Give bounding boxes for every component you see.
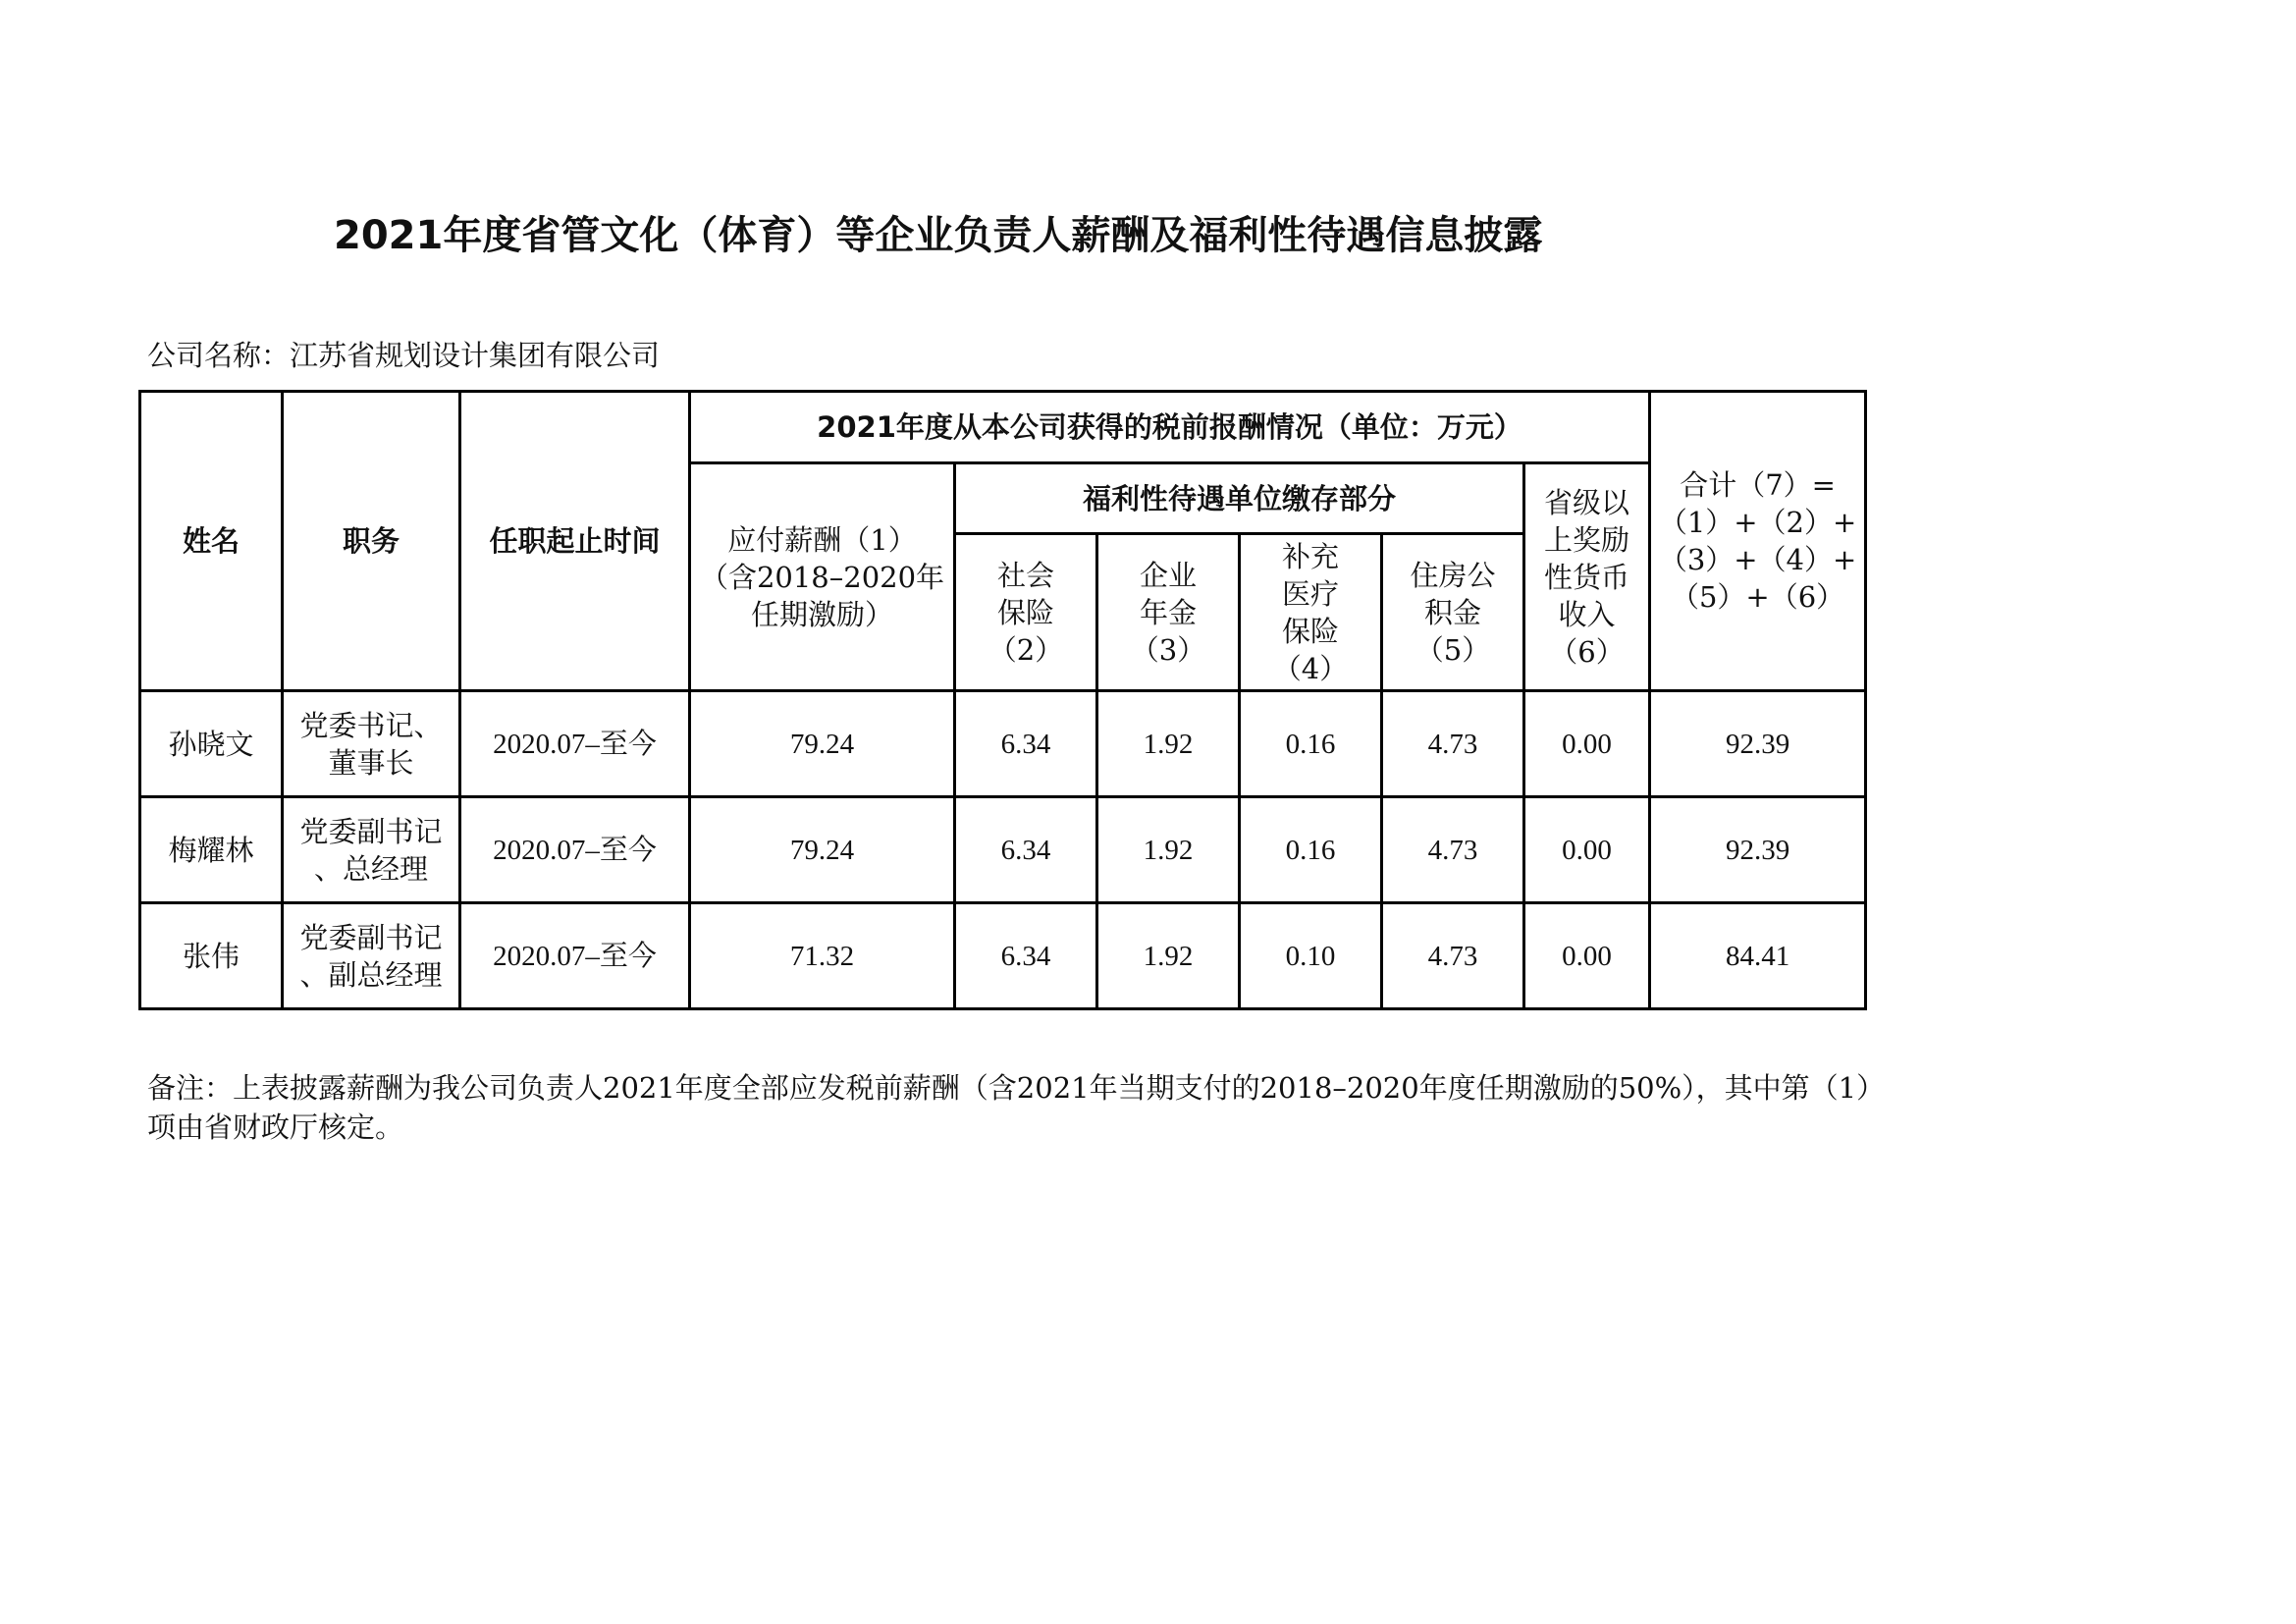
row-total: 92.39 [1650, 797, 1866, 903]
table-row [140, 797, 1866, 903]
header-social-insurance: 社会 保险 （2） [955, 534, 1097, 691]
page-title: 2021年度省管文化（体育）等企业负责人薪酬及福利性待遇信息披露 [334, 213, 1543, 258]
row-salary: 79.24 [690, 691, 955, 797]
header-name: 姓名 [140, 392, 283, 691]
footnote: 备注：上表披露薪酬为我公司负责人2021年度全部应发税前薪酬（含2021年当期支付的2018–2020年度任期激励的50%），其中第（1）项由省财政厅核定。 [147, 1071, 1871, 1144]
row-term: 2020.07–至今 [460, 903, 690, 1009]
header-salary: 应付薪酬（1） （含2018–2020年 任期激励） [690, 463, 955, 691]
row-term: 2020.07–至今 [460, 797, 690, 903]
row-annuity: 1.92 [1097, 797, 1240, 903]
row-housing-fund: 4.73 [1382, 691, 1524, 797]
row-total: 84.41 [1650, 903, 1866, 1009]
header-housing-fund: 住房公 积金 （5） [1382, 534, 1524, 691]
row-term: 2020.07–至今 [460, 691, 690, 797]
header-position: 职务 [283, 392, 460, 691]
row-provincial-award: 0.00 [1524, 797, 1650, 903]
header-welfare-group: 福利性待遇单位缴存部分 [955, 463, 1524, 534]
header-total: 合计（7）= （1）+（2）+ （3）+（4）+ （5）+（6） [1650, 392, 1866, 691]
row-supplementary-medical: 0.16 [1240, 691, 1382, 797]
row-total: 92.39 [1650, 691, 1866, 797]
row-annuity: 1.92 [1097, 691, 1240, 797]
row-supplementary-medical: 0.10 [1240, 903, 1382, 1009]
row-salary: 79.24 [690, 797, 955, 903]
row-position: 党委副书记 、总经理 [283, 797, 460, 903]
header-term: 任职起止时间 [460, 392, 690, 691]
header-supplementary-medical: 补充 医疗 保险 （4） [1240, 534, 1382, 691]
table-row [140, 903, 1866, 1009]
row-annuity: 1.92 [1097, 903, 1240, 1009]
row-housing-fund: 4.73 [1382, 797, 1524, 903]
header-annuity: 企业 年金 （3） [1097, 534, 1240, 691]
row-salary: 71.32 [690, 903, 955, 1009]
row-social-insurance: 6.34 [955, 691, 1097, 797]
row-provincial-award: 0.00 [1524, 903, 1650, 1009]
row-name: 张伟 [140, 903, 283, 1009]
header-provincial-award: 省级以 上奖励 性货币 收入 （6） [1524, 463, 1650, 691]
header-compensation-group: 2021年度从本公司获得的税前报酬情况（单位：万元） [690, 392, 1650, 463]
row-position: 党委副书记 、副总经理 [283, 903, 460, 1009]
company-name: 公司名称：江苏省规划设计集团有限公司 [147, 339, 661, 372]
table-row [140, 691, 1866, 797]
compensation-table [138, 390, 1867, 1010]
row-name: 孙晓文 [140, 691, 283, 797]
row-supplementary-medical: 0.16 [1240, 797, 1382, 903]
row-name: 梅耀林 [140, 797, 283, 903]
row-social-insurance: 6.34 [955, 903, 1097, 1009]
row-social-insurance: 6.34 [955, 797, 1097, 903]
row-provincial-award: 0.00 [1524, 691, 1650, 797]
row-housing-fund: 4.73 [1382, 903, 1524, 1009]
row-position: 党委书记、 董事长 [283, 691, 460, 797]
